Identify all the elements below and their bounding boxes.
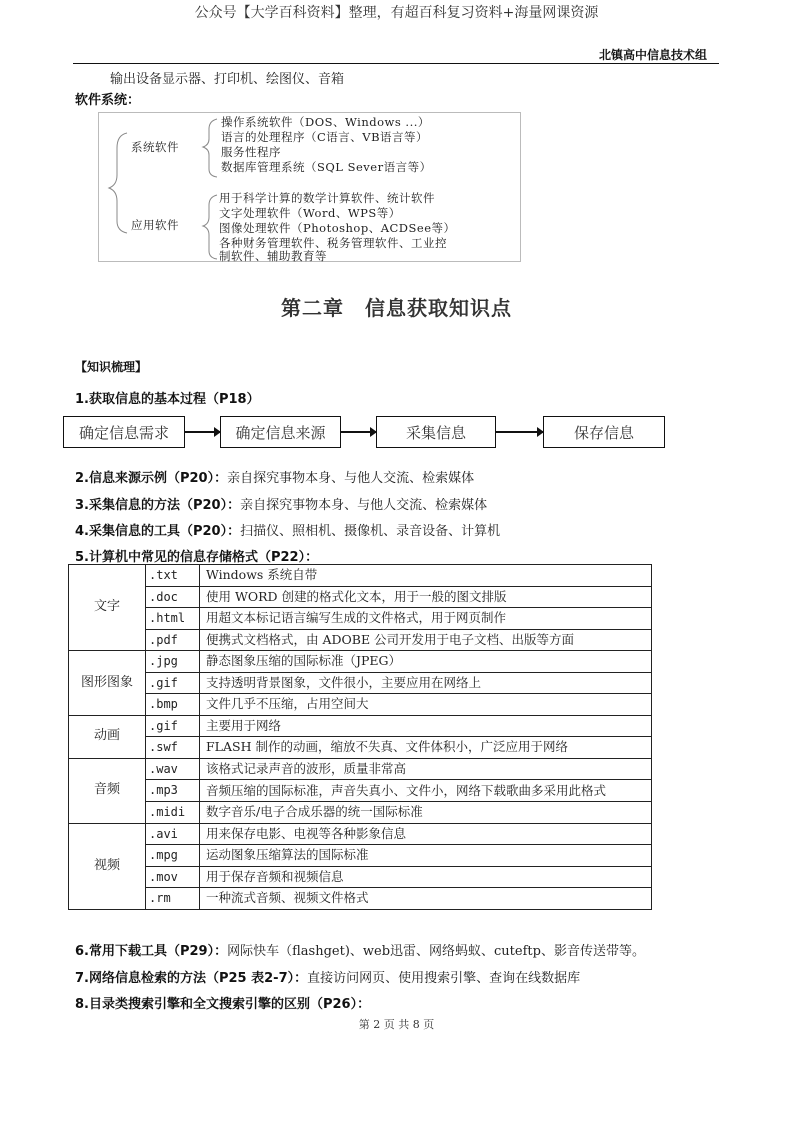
table-row: [69, 672, 652, 694]
table-row: [69, 823, 652, 845]
format-extension: .gif: [146, 715, 200, 737]
point-title: 2.信息来源示例（P20）：: [75, 471, 228, 486]
table-row: [69, 845, 652, 867]
format-extension: .wav: [146, 758, 200, 780]
table-row: [69, 758, 652, 780]
point-5-title: 5.计算机中常见的信息存储格式（P22）：: [75, 550, 319, 565]
format-extension: .bmp: [146, 694, 200, 716]
point-4: [75, 520, 500, 539]
format-description: 该格式记录声音的波形，质量非常高: [200, 758, 652, 780]
software-classification-diagram: [98, 112, 521, 262]
application-software-item: 文字处理软件（Word、WPS等）: [219, 206, 401, 220]
page-number: 第 2 页 共 8 页: [358, 1018, 435, 1031]
table-row: [69, 802, 652, 824]
format-extension: .mov: [146, 866, 200, 888]
format-description: 用于保存音频和视频信息: [200, 866, 652, 888]
table-row: [69, 866, 652, 888]
point-text: 网际快车（flashget)、web迅雷、网络蚂蚁、cuteftp、影音传送带等。: [227, 944, 645, 959]
flow-arrow-icon: [185, 431, 220, 433]
application-software-item: 制软件、辅助教育等: [219, 249, 327, 263]
software-system-label: 软件系统：: [75, 93, 141, 108]
point-3: [75, 494, 487, 513]
system-brace-icon: [203, 119, 217, 177]
format-description: Windows 系统自带: [200, 565, 652, 587]
format-extension: .doc: [146, 586, 200, 608]
format-description: FLASH 制作的动画，缩放不失真、文件体积小，广泛应用于网络: [200, 737, 652, 759]
format-extension: .midi: [146, 802, 200, 824]
application-brace-icon: [203, 195, 217, 259]
format-category: 音频: [69, 758, 146, 823]
watermark-banner: 公众号【大学百科资料】整理，有超百科复习资料+海量网课资源: [194, 5, 599, 21]
point-7: [75, 967, 580, 986]
format-description: 静态图象压缩的国际标准（JPEG）: [200, 651, 652, 673]
format-extension: .mpg: [146, 845, 200, 867]
table-row: [69, 780, 652, 802]
table-row: [69, 608, 652, 630]
application-software-item: 用于科学计算的数学计算软件、统计软件: [219, 191, 435, 205]
system-software-item: 操作系统软件（DOS、Windows ...）: [221, 115, 430, 129]
format-description: 主要用于网络: [200, 715, 652, 737]
section-label: 【知识梳理】: [75, 360, 148, 374]
format-extension: .rm: [146, 888, 200, 910]
table-row: [69, 694, 652, 716]
output-devices-line: 输出设备显示器、打印机、绘图仪、音箱: [110, 72, 345, 87]
table-row: [69, 629, 652, 651]
format-extension: .jpg: [146, 651, 200, 673]
point-2: [75, 467, 474, 486]
table-row: [69, 651, 652, 673]
format-description: 数字音乐/电子合成乐器的统一国际标准: [200, 802, 652, 824]
format-description: 运动图象压缩算法的国际标准: [200, 845, 652, 867]
application-software-label: 应用软件: [131, 218, 179, 232]
format-category: 文字: [69, 565, 146, 651]
format-extension: .swf: [146, 737, 200, 759]
point-text: 直接访问网页、使用搜索引擎、查询在线数据库: [307, 971, 581, 986]
format-description: 支持透明背景图象，文件很小，主要应用在网络上: [200, 672, 652, 694]
header-group-name: 北镇高中信息技术组: [598, 48, 707, 62]
format-category: 视频: [69, 823, 146, 909]
table-row: [69, 737, 652, 759]
format-description: 音频压缩的国际标准，声音失真小、文件小，网络下载歌曲多采用此格式: [200, 780, 652, 802]
chapter-title: 第二章 信息获取知识点: [281, 296, 512, 320]
point-title: 6.常用下载工具（P29）：: [75, 944, 228, 959]
point-1-title: 1.获取信息的基本过程（P18）: [75, 392, 260, 407]
format-description: 一种流式音频、视频文件格式: [200, 888, 652, 910]
flow-arrow-icon: [341, 431, 376, 433]
table-row: [69, 888, 652, 910]
table-row: [69, 586, 652, 608]
format-description: 便携式文档格式，由 ADOBE 公司开发用于电子文档、出版等方面: [200, 629, 652, 651]
format-description: 用超文本标记语言编写生成的文件格式，用于网页制作: [200, 608, 652, 630]
outer-brace-icon: [109, 133, 127, 233]
format-description: 用来保存电影、电视等各种影象信息: [200, 823, 652, 845]
flow-arrow-icon: [496, 431, 543, 433]
table-row: [69, 715, 652, 737]
application-software-item: 各种财务管理软件、税务管理软件、工业控: [219, 236, 447, 250]
table-row: [69, 565, 652, 587]
format-extension: .gif: [146, 672, 200, 694]
format-extension: .mp3: [146, 780, 200, 802]
point-text: 亲自探究事物本身、与他人交流、检索媒体: [227, 471, 475, 486]
system-software-item: 语言的处理程序（C语言、VB语言等）: [221, 130, 429, 144]
format-extension: .avi: [146, 823, 200, 845]
application-software-item: 图像处理软件（Photoshop、ACDSee等）: [219, 221, 456, 235]
point-6: [75, 940, 645, 959]
system-software-item: 数据库管理系统（SQL Sever语言等）: [221, 160, 432, 174]
flow-step-determine-need: 确定信息需求: [63, 416, 185, 448]
point-title: 3.采集信息的方法（P20）：: [75, 498, 241, 513]
format-category: 动画: [69, 715, 146, 758]
point-title: 4.采集信息的工具（P20）：: [75, 524, 241, 539]
flow-step-save: 保存信息: [543, 416, 665, 448]
format-description: 文件几乎不压缩，占用空间大: [200, 694, 652, 716]
point-title: 7.网络信息检索的方法（P25 表2-7）：: [75, 971, 308, 986]
header-rule: [73, 63, 719, 64]
point-8-title: 8.目录类搜索引擎和全文搜索引擎的区别（P26）：: [75, 997, 371, 1012]
format-category: 图形图象: [69, 651, 146, 716]
system-software-item: 服务性程序: [221, 145, 281, 159]
format-extension: .html: [146, 608, 200, 630]
system-software-label: 系统软件: [131, 140, 179, 154]
flow-step-determine-source: 确定信息来源: [220, 416, 341, 448]
format-description: 使用 WORD 创建的格式化文本，用于一般的图文排版: [200, 586, 652, 608]
format-extension: .txt: [146, 565, 200, 587]
flow-step-collect: 采集信息: [376, 416, 496, 448]
format-extension: .pdf: [146, 629, 200, 651]
point-text: 亲自探究事物本身、与他人交流、检索媒体: [240, 498, 488, 513]
storage-formats-table: [68, 564, 652, 910]
point-text: 扫描仪、照相机、摄像机、录音设备、计算机: [240, 524, 501, 539]
